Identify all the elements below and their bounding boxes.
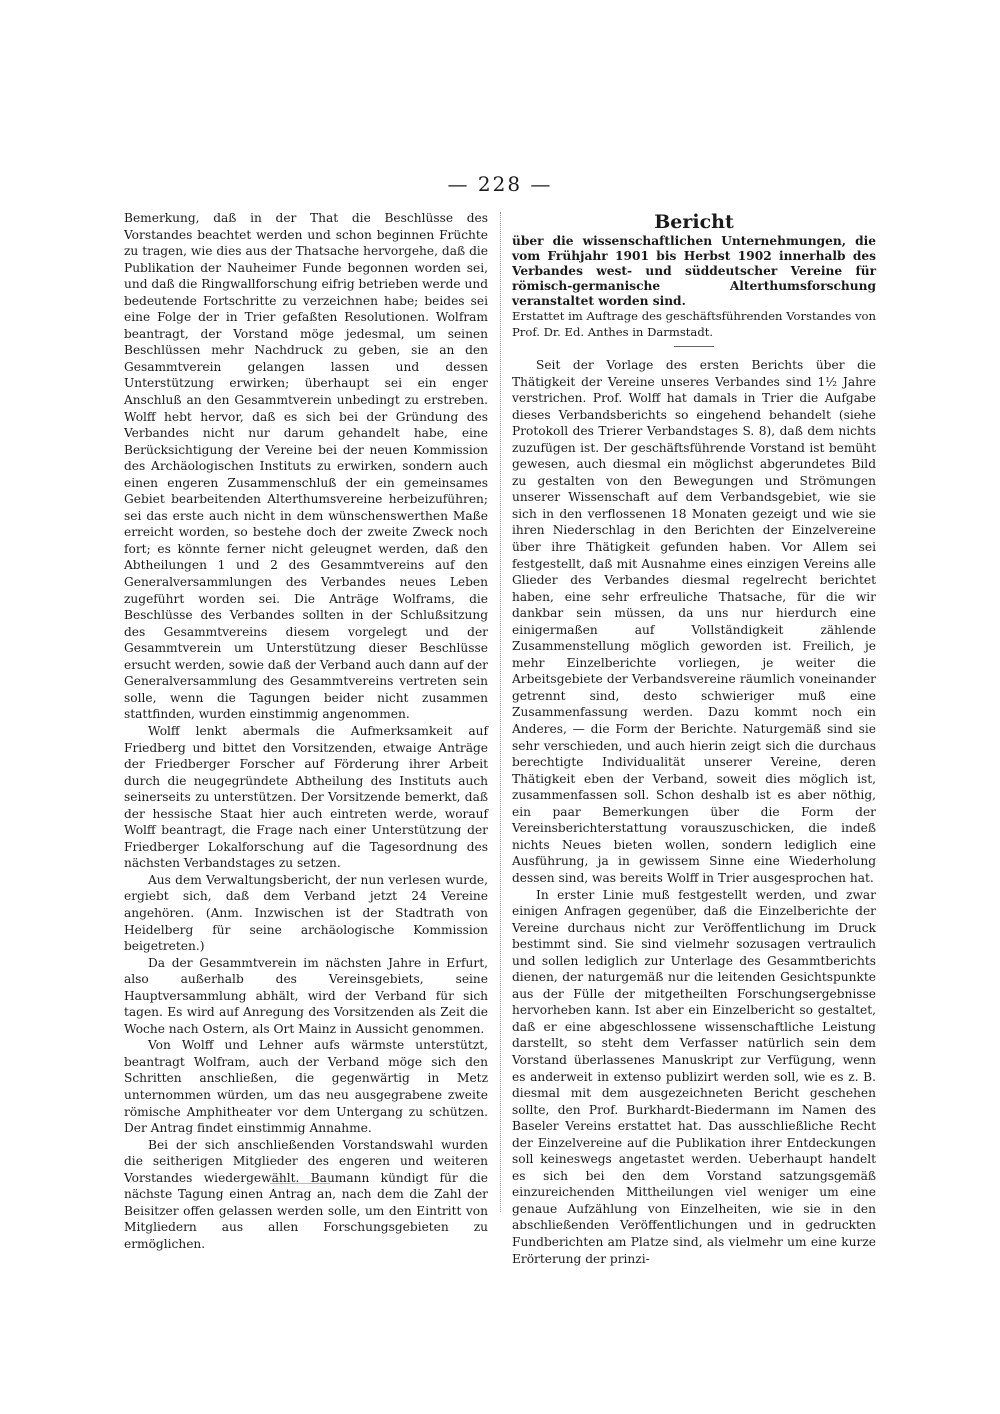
left-paragraph-4: Da der Gesammtverein im nächsten Jahre in Erfurt, also außerhalb des Vereinsgebiets, seine Hauptversammlung abhält, wird der Verband für sich tagen. Es wird auf Anregung des Vorsitzenden als Zeit die Woche nach Ostern, als Ort Mainz in Aussicht genommen. bbox=[124, 955, 488, 1036]
left-paragraph-5: Von Wolff und Lehner aufs wärmste unterstützt, beantragt Wolfram, auch der Verband möge sich den Schritten anschließen, die gegenwärtig in Metz unternommen würden, um das neu ausgegrabene zweite römische Amphitheater vor dem Untergang zu schützen. Der Antrag findet einstimmig Annahme. bbox=[124, 1038, 488, 1136]
left-paragraph-1: Bemerkung, daß in der That die Beschlüsse des Vorstandes beachtet werden und schon beginnen Früchte zu tragen, wie dies aus der Thatsache hervorgehe, daß die Publikation der Nauheimer Funde begonnen worden sei, und daß die Ringwallforschung eifrig betrieben werde und bedeutende Fortschritte zu verzeichnen habe; beides sei eine Folge der in Trier gefaßten Resolutionen. Wolfram beantragt, der Vorstand möge jedesmal, um seinen Beschlüssen mehr Nachdruck zu geben, sie an den Gesammtverein gelangen lassen und dessen Unterstützung erwirken; überhaupt sei ein enger Anschluß an den Gesammtverein unbedingt zu erstreben. Wolff hebt hervor, daß es sich bei der Gründung des Verbandes nicht nur darum gehandelt habe, eine Berücksichtigung der Vereine bei der neuen Kommission des Archäologischen Instituts zu erwirken, sondern auch einen engeren Zusammenschluß der ein gemeinsames Gebiet bearbeitenden Alterthumsvereine herbeizuführen; sei das erste auch nicht in dem wünschenswerthen Maße erreicht worden, so bestehe doch der zweite Zweck noch fort; es könnte ferner nicht geleugnet werden, daß den Abtheilungen 1 und 2 des Gesammtvereins auf den Generalversammlungen des Verbandes neues Leben zugeführt worden sei. Die Anträge Wolframs, die Beschlüsse des Verbandes sollten in der Schlußsitzung des Gesammtvereins diesem vorgelegt und der Gesammtverein um Unterstützung dieser Beschlüsse ersucht werden, sowie daß der Verband auch dann auf der Generalversammlung des Gesammtvereins vertreten sein solle, wenn die Tagungen beider nicht zusammen stattfinden, wurden einstimmig angenommen. bbox=[124, 211, 488, 722]
left-paragraph-6: Bei der sich anschließenden Vorstandswahl wurden die seitherigen Mitglieder des engeren und weiteren Vorstandes wiedergewählt. Baumann kündigt für die nächste Tagung einen Antrag an, nach dem die Zahl der Beisitzer offen gelassen werden solle, um den Eintritt von Mitgliedern aus allen Forschungsgebieten zu ermöglichen. bbox=[124, 1137, 488, 1251]
right-paragraph-1: Seit der Vorlage des ersten Berichts über die Thätigkeit der Vereine unseres Verbandes sind 1½ Jahre verstrichen. Prof. Wolff hat damals in Trier die Aufgabe dieses Verbandsberichts so eingehend behandelt (siehe Protokoll des Trierer Verbandstages S. 8), daß dem nichts zuzufügen ist. Der geschäftsführende Vorstand ist bemüht gewesen, auch diesmal ein möglichst abgerundetes Bild zu gestalten von den Bewegungen und Strömungen unserer Wissenschaft auf dem Verbandsgebiet, wie sie sich in den verflossenen 18 Monaten gezeigt und wie sie ihren Niederschlag in den Berichten der Einzelvereine über ihre Thätigkeit gefunden haben. Vor Allem sei festgestellt, daß mit Ausnahme eines einzigen Vereins alle Glieder des Verbandes diesmal regelrecht berichtet haben, eine sehr erfreuliche Thatsache, für die wir dankbar sein müssen, da uns nur hierdurch eine einigermaßen auf Vollständigkeit zählende Zusammenstellung möglich geworden ist. Freilich, je mehr Einzelberichte vorliegen, je weiter die Arbeitsgebiete der Verbandsvereine räumlich voneinander getrennt sind, desto schwieriger muß eine Zusammenfassung werden. Dazu kommt noch ein Anderes, — die Form der Berichte. Naturgemäß sind sie sehr verschieden, und auch hierin zeigt sich die durchaus berechtigte Individualität unserer Vereine, deren Thätigkeit eben der Verband, soweit dies möglich ist, zusammenfassen soll. Schon deshalb ist es aber nöthig, ein paar Bemerkungen über die Form der Vereinsberichterstattung vorauszuschicken, die indeß nichts Neues bieten wollen, sondern lediglich eine Ausführung, ja in gewissem Sinne eine Wiederholung dessen sind, was bereits Wolff in Trier ausgesprochen hat. bbox=[512, 358, 876, 885]
column-divider bbox=[500, 212, 501, 1212]
page-number: — 228 — bbox=[447, 172, 553, 196]
right-column bbox=[512, 210, 876, 1267]
end-rule bbox=[270, 1183, 330, 1184]
left-paragraph-3: Aus dem Verwaltungsbericht, der nun verlesen wurde, ergiebt sich, daß dem Verband jetzt 24 Vereine angehören. (Anm. Inzwischen ist der Stadtrath von Heidelberg für seine archäologische Kommission beigetreten.) bbox=[124, 872, 488, 954]
report-byline: Erstattet im Auftrage des geschäftsführenden Vorstandes von Prof. Dr. Ed. Anthes in Darmstadt. bbox=[512, 309, 876, 339]
right-paragraph-2: In erster Linie muß festgestellt werden, und zwar einigen Anfragen gegenüber, daß die Einzelberichte der Vereine durchaus nicht zur Veröffentlichung im Druck bestimmt sind. Sie sind vielmehr sozusagen vertraulich und sollen lediglich zur Unterlage des Gesammtberichts dienen, der naturgemäß nur die leitenden Gesichtspunkte aus der Fülle der mitgetheilten Forschungsergebnisse hervorheben kann. Ist aber ein Einzelbericht so gestaltet, daß er eine abgeschlossene wissenschaftliche Leistung darstellt, so steht dem Verfasser natürlich sein dem Vorstand überlassenes Manuskript zur Verfügung, wenn es anderweit in extenso publizirt werden soll, wie es z. B. diesmal mit dem ausgezeichneten Bericht geschehen sollte, den Prof. Burkhardt-Biedermann im Namen des Baseler Vereins erstattet hat. Das ausschließliche Recht der Einzelvereine auf die Publikation ihrer Entdeckungen soll keineswegs angetastet werden. Ueberhaupt handelt es sich bei den dem Vorstand satzungsgemäß einzureichenden Mittheilungen viel weniger um eine genaue Aufzählung von Einzelheiten, wie sie in den abschließenden Veröffentlichungen und in gedruckten Fundberichten am Platze sind, als vielmehr um eine kurze Erörterung der prinzi- bbox=[512, 887, 876, 1266]
left-column bbox=[124, 210, 488, 1252]
report-title: Bericht bbox=[654, 211, 734, 233]
left-paragraph-2: Wolff lenkt abermals die Aufmerksamkeit auf Friedberg und bittet den Vorsitzenden, etwaige Anträge der Friedberger Forscher auf Förderung ihrer Arbeit durch die neugegründete Abtheilung des Instituts auch seinerseits zu unterstützen. Der Vorsitzende bemerkt, daß der hessische Staat hier auch eintreten werde, worauf Wolff beantragt, die Frage nach einer Unterstützung der Friedberger Lokalforschung auf die Tagesordnung des nächsten Verbandstages zu setzen. bbox=[124, 723, 488, 871]
report-subtitle: über die wissenschaftlichen Unternehmungen, die vom Frühjahr 1901 bis Herbst 1902 innerhalb des Verbandes west- und süddeutscher Vereine für römisch-germanische Alterthumsforschung veranstaltet worden sind. bbox=[512, 234, 876, 308]
heading-rule bbox=[674, 346, 714, 347]
